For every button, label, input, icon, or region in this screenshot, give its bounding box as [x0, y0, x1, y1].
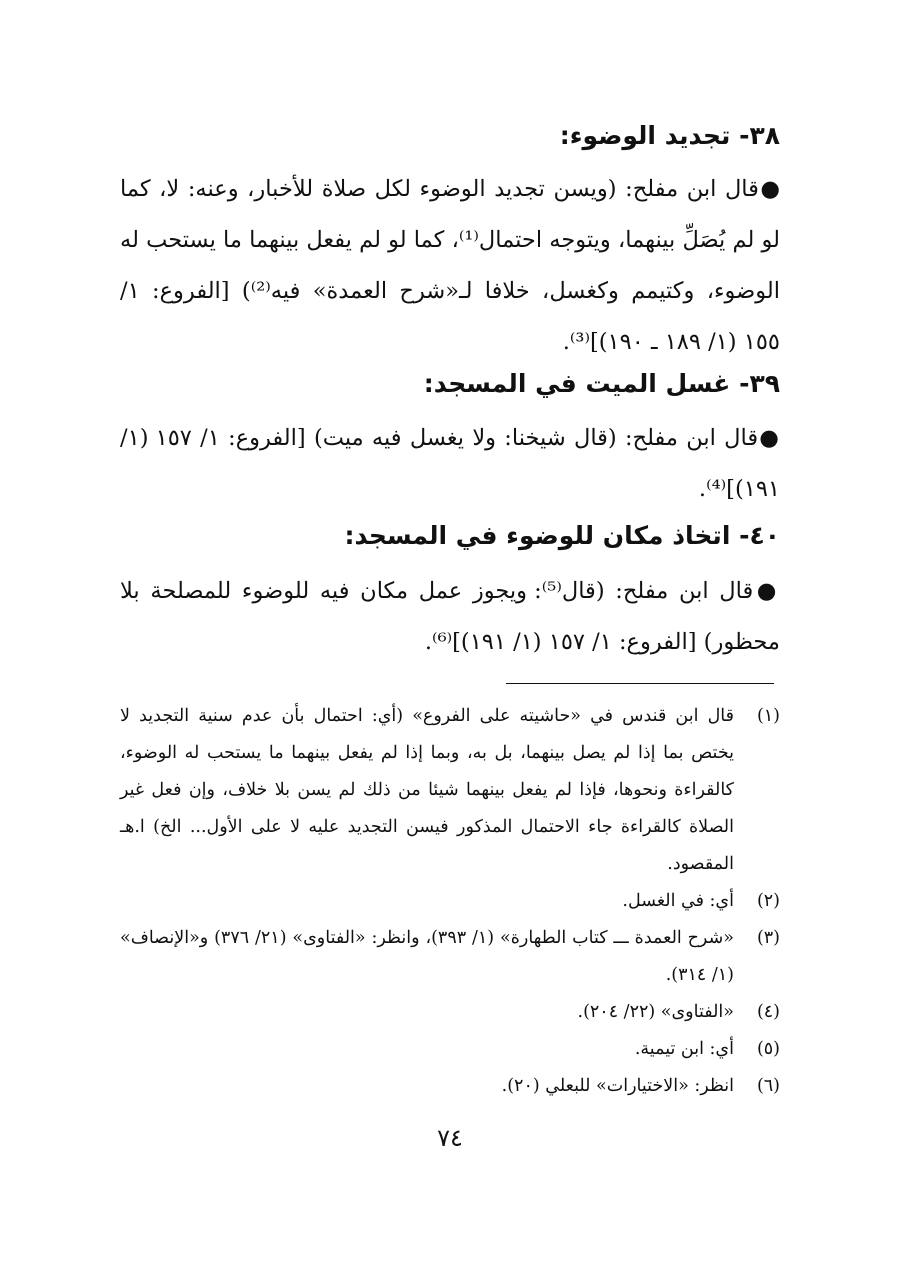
section-38-heading: ٣٨- تجديد الوضوء:	[559, 121, 780, 150]
footnote-item	[120, 1068, 780, 1105]
footnote-number: (٢)	[756, 891, 780, 911]
section-40-heading: ٤٠- اتخاذ مكان للوضوء في المسجد:	[344, 521, 780, 550]
footnote-text: قال ابن قندس في «حاشيته على الفروع» (أي: احتمال بأن عدم سنية التجديد لا يختص بما إذا لم يصل بينهما، بل به، وبما إذا لم يفعل بينهما ما يستحب له الوضوء، كالقراءة ونحوها، فإذا لم يفعل بينهما شيئا من ذلك لم يسن بلا خلاف، وإن فعل غير الصلاة كالقراءة جاء الاحتمال المذكور فيسن التجديد عليه لا على الأول... الخ) ا.هـ المقصود.	[120, 706, 734, 874]
footnote-text: انظر: «الاختيارات» للبعلي (٢٠).	[501, 1076, 734, 1096]
section-39-heading: ٣٩- غسل الميت في المسجد:	[423, 369, 780, 398]
footnote-item	[120, 994, 780, 1031]
footnote-number: (١)	[756, 706, 780, 726]
footnote-text: «شرح العمدة ـــ كتاب الطهارة» (١/ ٣٩٣)، وانظر: «الفتاوى» (٢١/ ٣٧٦) و«الإنصاف» (١/ ٣١٤).	[120, 928, 734, 985]
section-40-text: ●قال ابن مفلح: (قال⁽⁵⁾: ويجوز عمل مكان فيه للوضوء للمصلحة بلا محظور) [الفروع: ١/ ١٥٧ (١/ ١٩١)]⁽⁶⁾.	[120, 578, 780, 655]
footnote-separator	[506, 683, 774, 684]
section-38-text: ●قال ابن مفلح: (ويسن تجديد الوضوء لكل صلاة للأخبار، وعنه: لا، كما لو لم يُصَلِّ بينهما، ويتوجه احتمال⁽¹⁾، كما لو لم يفعل بينهما ما يستحب له الوضوء، وكتيمم وكغسل، خلافا لـ«شرح العمدة» فيه⁽²⁾) [الفروع: ١/ ١٥٥ (١/ ١٨٩ ـ ١٩٠)]⁽³⁾.	[120, 176, 780, 355]
footnote-text: «الفتاوى» (٢٢/ ٢٠٤).	[577, 1002, 734, 1022]
footnote-text: أي: ابن تيمية.	[634, 1039, 734, 1059]
footnote-item	[120, 883, 780, 920]
footnotes	[120, 698, 780, 1105]
page-number: ٧٤	[437, 1124, 463, 1152]
footnote-number: (٤)	[756, 1002, 780, 1022]
footnote-item	[120, 920, 780, 994]
footnote-number: (٥)	[756, 1039, 780, 1059]
footnote-number: (٣)	[756, 928, 780, 948]
section-39-text: ●قال ابن مفلح: (قال شيخنا: ولا يغسل فيه ميت) [الفروع: ١/ ١٥٧ (١/ ١٩١)]⁽⁴⁾.	[120, 425, 780, 502]
footnote-number: (٦)	[756, 1076, 780, 1096]
footnote-item	[120, 1031, 780, 1068]
footnote-text: أي: في الغسل.	[622, 891, 734, 911]
footnote-item	[120, 698, 780, 883]
